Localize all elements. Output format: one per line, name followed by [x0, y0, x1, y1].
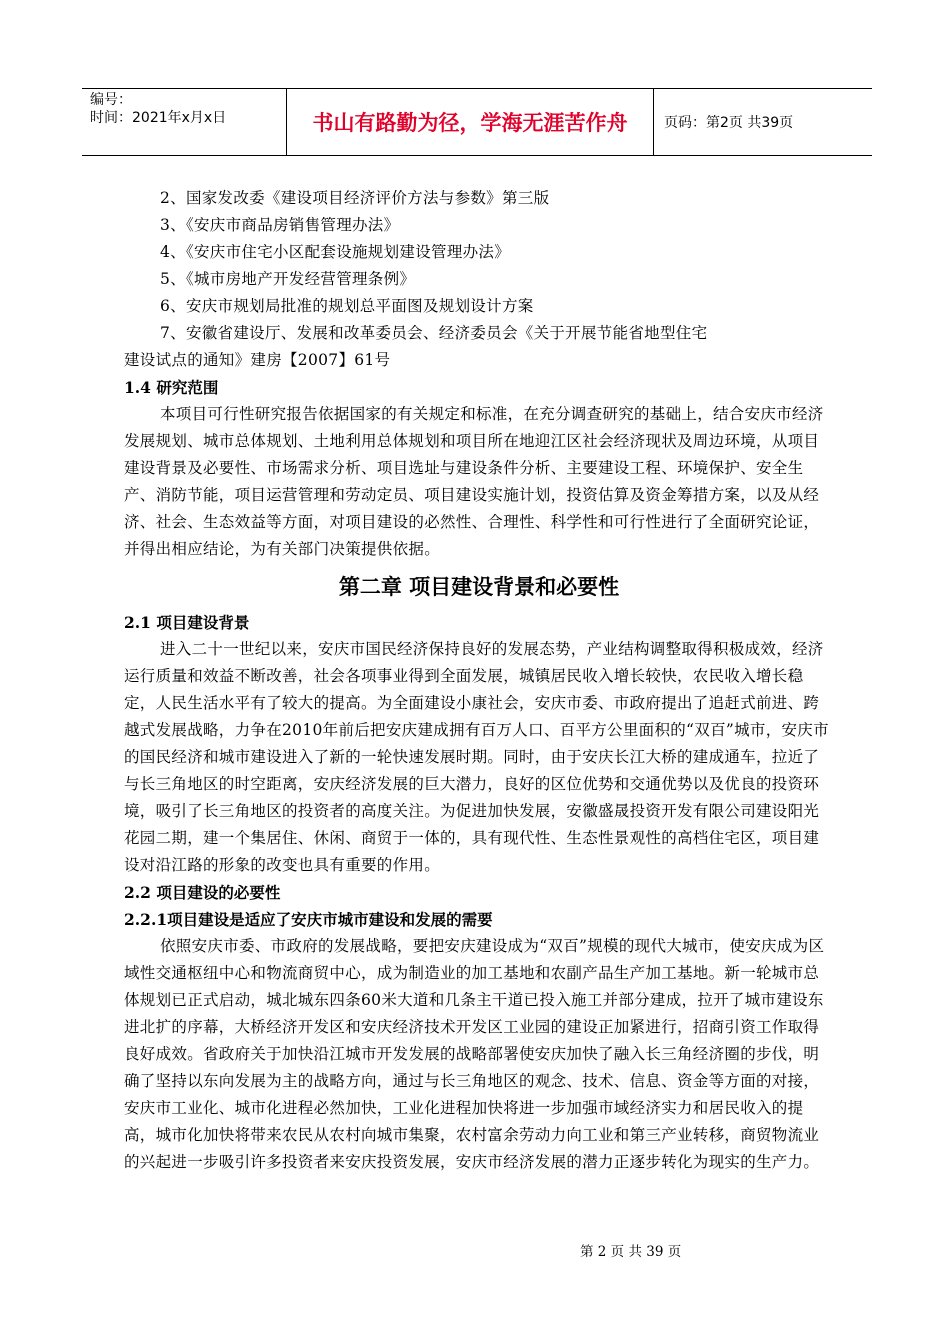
reference-item: 3、《安庆市商品房销售管理办法》 [160, 216, 400, 234]
header-slogan: 书山有路勤为径，学海无涯苦作舟 [286, 89, 654, 155]
reference-list [124, 185, 834, 347]
section-heading-2-1: 2.1 项目建设背景 [124, 613, 250, 632]
reference-item: 4、《安庆市住宅小区配套设施规划建设管理办法》 [160, 243, 511, 261]
header-meta [82, 89, 286, 155]
reference-item: 7、安徽省建设厅、发展和改革委员会、经济委员会《关于开展节能省地型住宅 [160, 324, 708, 342]
reference-item: 6、安庆市规划局批准的规划总平面图及规划设计方案 [160, 297, 534, 315]
document-body [124, 185, 834, 1176]
page-header [82, 88, 872, 156]
footer-page-number: 第 2 页 共 39 页 [580, 1244, 682, 1260]
header-page-info: 页码：第2页 共39页 [664, 115, 794, 131]
section-heading-1-4: 1.4 研究范围 [124, 378, 219, 397]
chapter-title: 第二章 项目建设背景和必要性 [338, 575, 620, 599]
section-heading-2-2: 2.2 项目建设的必要性 [124, 883, 281, 902]
document-number-label: 编号： [90, 92, 132, 108]
reference-item-continuation: 建设试点的通知》建房【2007】61号 [124, 351, 391, 369]
section-2-1-body: 进入二十一世纪以来，安庆市国民经济保持良好的发展态势，产业结构调整取得积极成效，经济运行质量和效益不断改善，社会各项事业得到全面发展，城镇居民收入增长较快，农民收入增长稳定，人民生活水平有了较大的提高。为全面建设小康社会，安庆市委、市政府提出了追赶式前进、跨越式发展战略，力争在2010年前后把安庆建成拥有百万人口、百平方公里面积的“双百”城市，安庆市的国民经济和城市建设进入了新的一轮快速发展时期。同时，由于安庆长江大桥的建成通车，拉近了与长三角地区的时空距离，安庆经济发展的巨大潜力，良好的区位优势和交通优势以及优良的投资环境，吸引了长三角地区的投资者的高度关注。为促进加快发展，安徽盛晟投资开发有限公司建设阳光花园二期，建一个集居住、休闲、商贸于一体的，具有现代性、生态性景观性的高档住宅区，项目建设对沿江路的形象的改变也具有重要的作用。 [124, 640, 829, 874]
section-1-4-body: 本项目可行性研究报告依据国家的有关规定和标准，在充分调查研究的基础上，结合安庆市经济发展规划、城市总体规划、土地利用总体规划和项目所在地迎江区社会经济现状及周边环境，从项目建设背景及必要性、市场需求分析、项目选址与建设条件分析、主要建设工程、环境保护、安全生产、消防节能，项目运营管理和劳动定员、项目建设实施计划，投资估算及资金筹措方案，以及从经济、社会、生态效益等方面，对项目建设的必然性、合理性、科学性和可行性进行了全面研究论证，并得出相应结论，为有关部门决策提供依据。 [124, 405, 824, 558]
document-time-label: 时间：2021年x月x日 [90, 110, 227, 126]
section-heading-2-2-1: 2.2.1项目建设是适应了安庆市城市建设和发展的需要 [124, 910, 493, 929]
reference-item: 2、国家发改委《建设项目经济评价方法与参数》第三版 [160, 189, 550, 207]
section-2-2-1-body: 依照安庆市委、市政府的发展战略，要把安庆建设成为“双百”规模的现代大城市，使安庆成为区域性交通枢纽中心和物流商贸中心，成为制造业的加工基地和农副产品生产加工基地。新一轮城市总体规划已正式启动，城北城东四条60米大道和几条主干道已投入施工并部分建成，拉开了城市建设东进北扩的序幕，大桥经济开发区和安庆经济技术开发区工业园的建设正加紧进行，招商引资工作取得良好成效。省政府关于加快沿江城市开发发展的战略部署使安庆加快了融入长三角经济圈的步伐，明确了坚持以东向发展为主的战略方向，通过与长三角地区的观念、技术、信息、资金等方面的对接，安庆市工业化、城市化进程必然加快，工业化进程加快将进一步加强市域经济实力和居民收入的提高，城市化加快将带来农民从农村向城市集聚，农村富余劳动力向工业和第三产业转移，商贸物流业的兴起进一步吸引许多投资者来安庆投资发展，安庆市经济发展的潜力正逐步转化为现实的生产力。 [124, 937, 825, 1171]
reference-item: 5、《城市房地产开发经营管理条例》 [160, 270, 416, 288]
